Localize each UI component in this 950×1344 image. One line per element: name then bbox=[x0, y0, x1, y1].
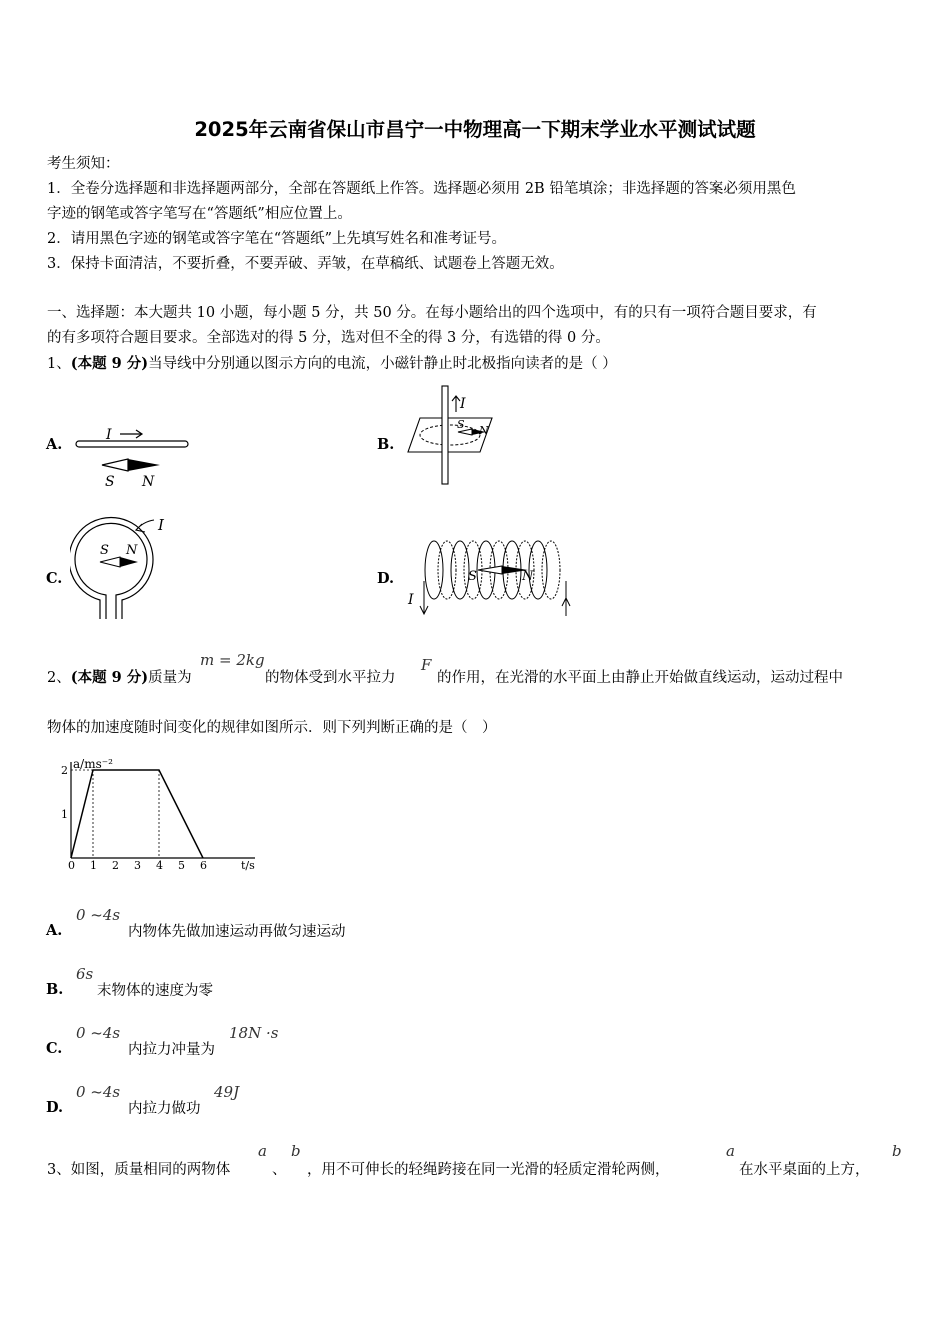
q1-figure-d bbox=[404, 536, 584, 620]
q3-sep: 、 bbox=[272, 1162, 287, 1178]
q3-b-math: b bbox=[291, 1142, 301, 1160]
wire-straight bbox=[76, 441, 188, 447]
q3-a-math: a bbox=[258, 1142, 267, 1160]
page-title: 2025年云南省保山市昌宁一中物理高一下期末学业水平测试试题 bbox=[194, 118, 756, 141]
loop-inner bbox=[75, 523, 147, 619]
notice-item-3: 3．保持卡面清洁，不要折叠，不要弄破、弄皱，在草稿纸、试题卷上答题无效。 bbox=[47, 256, 564, 272]
section-intro-cont: 的有多项符合题目要求。全部选对的得 5 分，选对但不全的得 3 分，有选错的得 0 分。 bbox=[47, 330, 610, 346]
needle-n-label: N bbox=[142, 474, 155, 490]
y-tick-label: 1 bbox=[61, 808, 68, 821]
q1-figure-b bbox=[400, 384, 500, 488]
current-label-c: I bbox=[158, 516, 164, 534]
current-arrow-icon bbox=[136, 520, 154, 532]
question-3-stem-c: 在水平桌面的上方， bbox=[739, 1162, 870, 1178]
question-3-stem-b: ，用不可伸长的轻绳跨接在同一光滑的轻质定滑轮两侧， bbox=[307, 1162, 670, 1178]
q2-force-math: F bbox=[421, 656, 432, 674]
wire-vertical bbox=[442, 386, 448, 484]
needle-north-icon bbox=[128, 459, 160, 471]
q2-option-c-math: 0 ~4s bbox=[76, 1024, 121, 1042]
y-tick-label: 2 bbox=[61, 764, 68, 777]
q2-option-d-label[interactable]: D. bbox=[46, 1099, 64, 1116]
q2-option-b-text: 末物体的速度为零 bbox=[97, 983, 213, 999]
needle-n-label: N bbox=[126, 543, 138, 558]
q1-figure-a bbox=[70, 420, 200, 490]
q2-option-d-math: 0 ~4s bbox=[76, 1083, 121, 1101]
notice-heading: 考生须知： bbox=[47, 156, 120, 172]
question-2-stem-c: 的作用，在光滑的水平面上由静止开始做直线运动，运动过程中 bbox=[437, 670, 843, 686]
q2-option-d-text: 内拉力做功 bbox=[128, 1101, 201, 1117]
q1-option-a-label[interactable]: A. bbox=[46, 436, 63, 453]
x-tick-label: 0 bbox=[68, 859, 75, 872]
q1-figure-c bbox=[70, 512, 180, 624]
current-arrow-icon bbox=[452, 396, 460, 412]
loop-outer bbox=[70, 517, 153, 619]
x-tick-label: 2 bbox=[112, 859, 119, 872]
q2-option-c-label[interactable]: C. bbox=[46, 1040, 63, 1057]
current-label-b: I bbox=[460, 396, 466, 412]
question-2-stem-d: 物体的加速度随时间变化的规律如图所示．则下列判断正确的是（ ） bbox=[47, 720, 497, 736]
needle-s-label: S bbox=[100, 543, 109, 558]
q2-option-d-math2: 49J bbox=[214, 1083, 240, 1101]
q2-option-c-text: 内拉力冲量为 bbox=[128, 1042, 215, 1058]
x-axis-label: t/s bbox=[241, 859, 255, 872]
needle-s-label: S bbox=[468, 569, 477, 584]
notice-item-1: 1．全卷分选择题和非选择题两部分，全部在答题纸上作答。选择题必须用 2B 铅笔填涂；非选择题的答案必须用黑色 bbox=[47, 181, 796, 197]
needle-s-label: S bbox=[105, 474, 115, 490]
notice-item-1-cont: 字迹的钢笔或答字笔写在“答题纸”相应位置上。 bbox=[47, 206, 352, 222]
needle-n-label: N bbox=[522, 569, 534, 584]
q2-option-a-text: 内物体先做加速运动再做匀速运动 bbox=[128, 924, 346, 940]
needle-south-icon bbox=[102, 459, 128, 471]
current-label-d: I bbox=[408, 592, 414, 608]
q3-b2-math: b bbox=[892, 1142, 902, 1160]
q1-option-d-label[interactable]: D. bbox=[377, 570, 395, 587]
current-label-a: I bbox=[106, 427, 112, 443]
coil-turn bbox=[542, 541, 560, 599]
needle-n-label: N bbox=[479, 424, 489, 437]
needle-north-icon bbox=[120, 557, 138, 567]
acceleration-line bbox=[71, 770, 203, 858]
x-tick-label: 4 bbox=[156, 859, 163, 872]
section-intro: 一、选择题：本大题共 10 小题，每小题 5 分，共 50 分。在每小题给出的四个选项中，有的只有一项符合题目要求，有 bbox=[47, 305, 817, 321]
q2-option-c-math2: 18N ·s bbox=[229, 1024, 279, 1042]
q1-option-c-label[interactable]: C. bbox=[46, 570, 63, 587]
x-tick-label: 5 bbox=[178, 859, 185, 872]
question-2-stem-b: 的物体受到水平拉力 bbox=[265, 670, 396, 686]
q2-mass-math: m = 2kg bbox=[200, 651, 265, 669]
question-1-stem: 1、(本题 9 分)当导线中分别通以图示方向的电流，小磁针静止时北极指向读者的是（ ） bbox=[47, 355, 617, 372]
needle-s-label: S bbox=[457, 418, 465, 431]
x-tick-label: 6 bbox=[200, 859, 207, 872]
q2-option-b-math: 6s bbox=[76, 965, 94, 983]
question-2-stem-a: 2、(本题 9 分)质量为 bbox=[47, 669, 192, 686]
q2-option-b-label[interactable]: B. bbox=[46, 981, 64, 998]
q1-option-b-label[interactable]: B. bbox=[377, 436, 395, 453]
y-axis-label: a/ms⁻² bbox=[73, 757, 113, 771]
x-tick-label: 1 bbox=[90, 859, 97, 872]
needle-south-icon bbox=[100, 557, 120, 567]
x-tick-label: 3 bbox=[134, 859, 141, 872]
current-arrow-icon bbox=[120, 430, 142, 438]
q2-chart bbox=[55, 752, 265, 874]
question-3-stem-a: 3、如图，质量相同的两物体 bbox=[47, 1162, 231, 1178]
q2-option-a-label[interactable]: A. bbox=[46, 922, 63, 939]
q3-a2-math: a bbox=[726, 1142, 735, 1160]
q2-option-a-math: 0 ~4s bbox=[76, 906, 121, 924]
notice-item-2: 2．请用黑色字迹的钢笔或答字笔在“答题纸”上先填写姓名和准考证号。 bbox=[47, 231, 507, 247]
